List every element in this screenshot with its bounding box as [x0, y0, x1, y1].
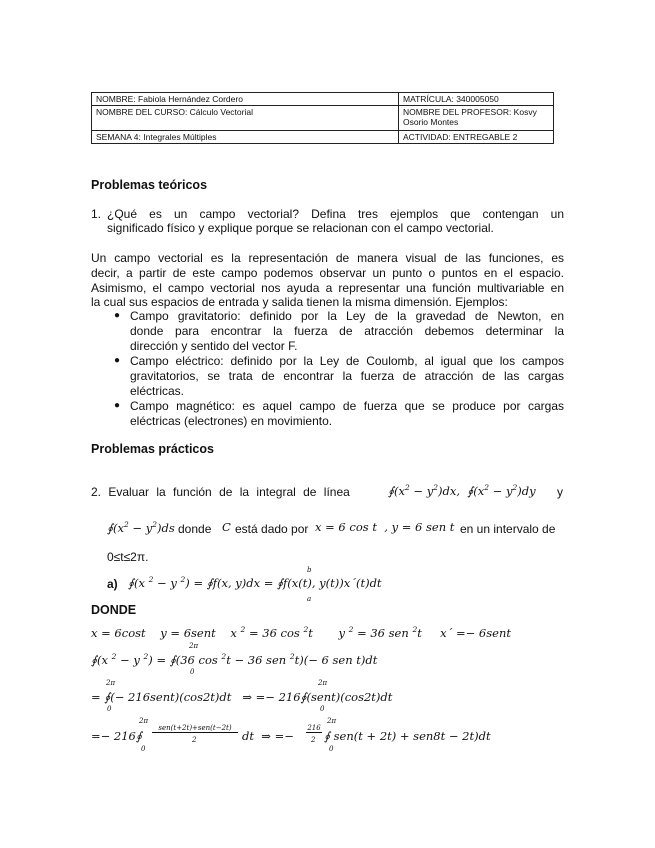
- activity-cell: ACTIVIDAD: ENTREGABLE 2: [399, 131, 554, 144]
- limit-2pi-2: 2π: [106, 679, 116, 687]
- fraction-numerator: sen(t+2t)+sen(t−2t): [152, 724, 238, 733]
- donde-heading: DONDE: [91, 603, 137, 617]
- question2-dado: está dado por: [235, 522, 309, 536]
- bullet3-line2: eléctricas (electrones) en movimiento.: [130, 414, 333, 428]
- bullet2-line3: eléctricas.: [130, 384, 185, 398]
- question1-line2: significado físico y explique porque se relacionan con el campo vectorial.: [107, 221, 494, 235]
- bullet-dot-1: ●: [114, 310, 121, 321]
- student-name-cell: NOMBRE: Fabiola Hernández Cordero: [92, 93, 399, 106]
- limit-0-4: 0: [141, 745, 146, 753]
- limit-0-5: 0: [329, 745, 334, 753]
- integral-x-expression: $∮(x^2 - y^2)dx$, $∮(x^2 - y^2)dy$: [388, 483, 536, 498]
- integral-step-1: ∮(x $^2$ − y $^2$) = ∮(36 cos $^2$t − 36 sen $^2$t)(− 6 sen t)dt: [91, 652, 378, 667]
- question2-donde: donde: [178, 522, 212, 536]
- heading-practice: Problemas prácticos: [91, 442, 214, 456]
- fraction-216: 216: [307, 724, 321, 732]
- question2-interval: en un intervalo de: [460, 522, 556, 536]
- fraction-denominator: 2: [192, 736, 197, 744]
- bullet1-line2: donde para encontrar la fuerza de atracción debemos determinar la: [130, 324, 564, 338]
- integral-step-3b: dt ⇒ =−: [242, 729, 294, 743]
- professor-name-cell: NOMBRE DEL PROFESOR: Kosvy Osorio Montes: [399, 106, 554, 131]
- student-id-cell: MATRÍCULA: 340005050: [399, 93, 554, 106]
- course-name-cell: NOMBRE DEL CURSO: Cálculo Vectorial: [92, 106, 399, 131]
- bullet3-line1: Campo magnético: es aquel campo de fuerza que se produce por cargas: [130, 399, 564, 413]
- limit-2pi-1: 2π: [189, 642, 199, 650]
- limit-a: a: [307, 595, 312, 603]
- integral-step-3: =− 216∮: [91, 729, 142, 743]
- question2-text: 2. Evaluar la función de la integral de línea: [91, 485, 350, 499]
- limit-2pi-5: 2π: [327, 717, 337, 725]
- limit-0-3: 0: [320, 705, 325, 713]
- integral-step-2: = ∮(− 216sent)(cos2t)dt ⇒ =− 216∮(sent)(cos2t)dt: [91, 690, 393, 704]
- bullet2-line1: Campo eléctrico: definido por la Ley de Coulomb, al igual que los campos: [130, 354, 564, 368]
- answer-line2: decir, a partir de este campo podemos observar un punto o puntos en el espacio.: [91, 266, 564, 280]
- question1-number: 1.: [91, 207, 102, 221]
- integral-s-expression: $∮(x^2 - y^2)ds$: [107, 520, 175, 535]
- limit-b: b: [307, 566, 312, 574]
- limit-2pi-3: 2π: [318, 679, 328, 687]
- bullet1-line3: dirección y sentido del vector F.: [130, 339, 298, 353]
- limit-0-1: 0: [190, 668, 195, 676]
- part-a-label: a): [107, 577, 118, 591]
- bullet1-line1: Campo gravitatorio: definido por la Ley de la gravedad de Newton, en: [130, 309, 564, 323]
- limit-2pi-4: 2π: [139, 717, 149, 725]
- heading-theory: Problemas teóricos: [91, 178, 208, 192]
- question2-range: 0≤t≤2π.: [107, 550, 149, 564]
- fraction-216-denominator: 2: [311, 736, 316, 744]
- question2-y: y: [557, 485, 563, 499]
- curve-c-symbol: C: [222, 520, 231, 534]
- part-a-formula: ∮(x $^2$ − y $^2$) = ∮f(x, y)dx = ∮f(x(t), y(t))x´(t)dt: [128, 575, 382, 590]
- bullet-dot-2: ●: [114, 355, 121, 366]
- parametric-equations: x = 6 cos t , y = 6 sen t: [315, 520, 455, 534]
- week-cell: SEMANA 4: Integrales Múltiples: [92, 131, 399, 144]
- integral-step-3c: ∮ sen(t + 2t) + sen8t − 2t)dt: [324, 729, 491, 743]
- substitution-line: x = 6cost y = 6sent x $^2$ = 36 cos $^2$t y $^2$ = 36 sen $^2$t x´ =− 6sent: [91, 625, 511, 640]
- answer-line3: Asimismo, el campo vectorial nos ayuda a representar una función multivariable en: [91, 281, 564, 295]
- header-info-table: [91, 92, 554, 144]
- bullet2-line2: gravitatorios, se trata de encontrar la fuerza de atracción de las cargas: [130, 369, 564, 383]
- question1-line1: ¿Qué es un campo vectorial? Defina tres ejemplos que contengan un: [107, 207, 564, 221]
- limit-0-2: 0: [107, 705, 112, 713]
- answer-line4: la cual sus espacios de entrada y salida tienen la misma dimensión. Ejemplos:: [91, 295, 508, 309]
- bullet-dot-3: ●: [114, 400, 121, 411]
- answer-line1: Un campo vectorial es la representación de manera visual de las funciones, es: [91, 251, 564, 265]
